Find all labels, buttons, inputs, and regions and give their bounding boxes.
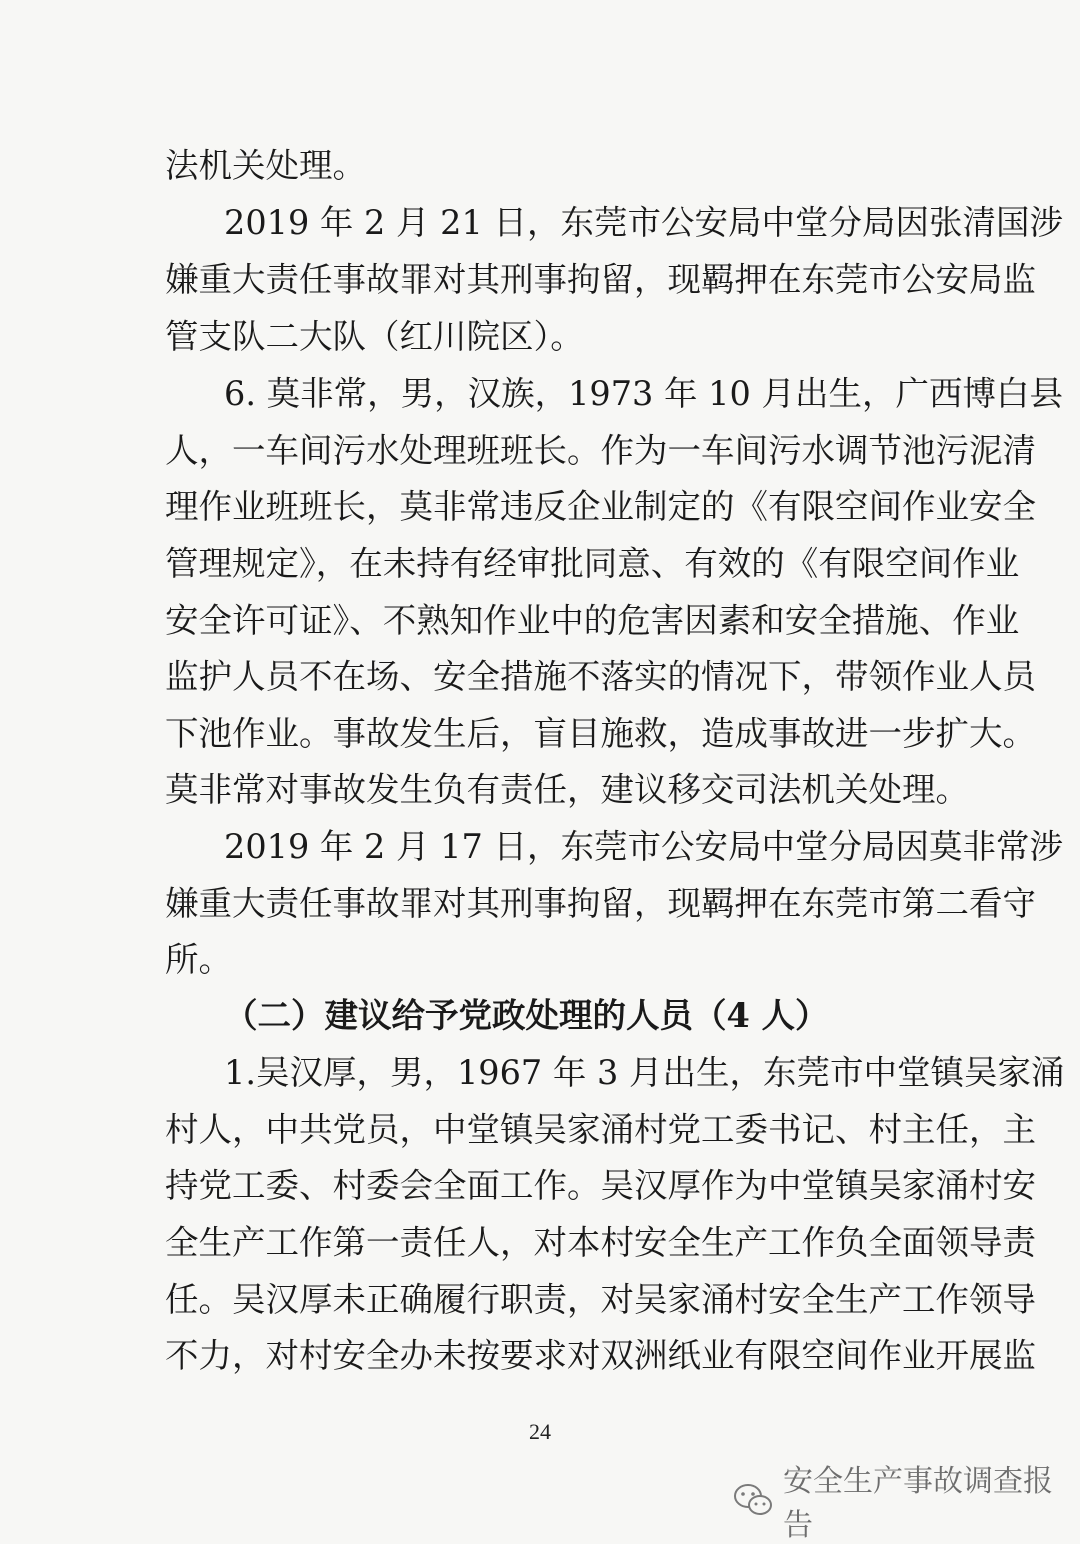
text-line: 理作业班班长，莫非常违反企业制定的《有限空间作业安全 [165, 487, 1036, 526]
text-line: 不力，对村安全办未按要求对双洲纸业有限空间作业开展监 [165, 1336, 1036, 1375]
text-line: 2019 年 2 月 21 日，东莞市公安局中堂分局因张清国涉 [224, 203, 1063, 242]
text-line: 下池作业。事故发生后，盲目施救，造成事故进一步扩大。 [165, 714, 1036, 753]
text-line: 所。 [165, 940, 232, 979]
text-line: 管理规定》，在未持有经审批同意、有效的《有限空间作业 [165, 544, 1020, 583]
text-line: 全生产工作第一责任人，对本村安全生产工作负全面领导责 [165, 1223, 1036, 1262]
wechat-icon [733, 1483, 773, 1517]
text-line: 人，一车间污水处理班班长。作为一车间污水调节池污泥清 [165, 431, 1036, 470]
text-line: 2019 年 2 月 17 日，东莞市公安局中堂分局因莫非常涉 [224, 827, 1063, 866]
text-line: 安全许可证》、不熟知作业中的危害因素和安全措施、作业 [165, 601, 1020, 640]
text-line: 监护人员不在场、安全措施不落实的情况下，带领作业人员 [165, 657, 1036, 696]
text-line: 嫌重大责任事故罪对其刑事拘留，现羁押在东莞市公安局监 [165, 260, 1036, 299]
section-heading: （二）建议给予党政处理的人员（4 人） [224, 996, 829, 1035]
watermark-text: 安全生产事故调查报告 [783, 1464, 1053, 1543]
page-number: 24 [529, 1419, 551, 1444]
text-line: 嫌重大责任事故罪对其刑事拘留，现羁押在东莞市第二看守 [165, 884, 1036, 923]
text-line: 村人，中共党员，中堂镇吴家涌村党工委书记、村主任，主 [165, 1110, 1036, 1149]
text-line: 1.吴汉厚，男，1967 年 3 月出生，东莞市中堂镇吴家涌 [224, 1053, 1065, 1092]
text-line: 法机关处理。 [165, 146, 366, 185]
text-line: 管支队二大队（红川院区）。 [165, 317, 584, 356]
text-line: 莫非常对事故发生负有责任，建议移交司法机关处理。 [165, 770, 969, 809]
text-line: 6. 莫非常，男，汉族，1973 年 10 月出生，广西博白县 [224, 374, 1063, 413]
watermark [733, 1456, 1080, 1544]
text-line: 任。吴汉厚未正确履行职责，对吴家涌村安全生产工作领导 [165, 1280, 1036, 1319]
text-line: 持党工委、村委会全面工作。吴汉厚作为中堂镇吴家涌村安 [165, 1166, 1036, 1205]
